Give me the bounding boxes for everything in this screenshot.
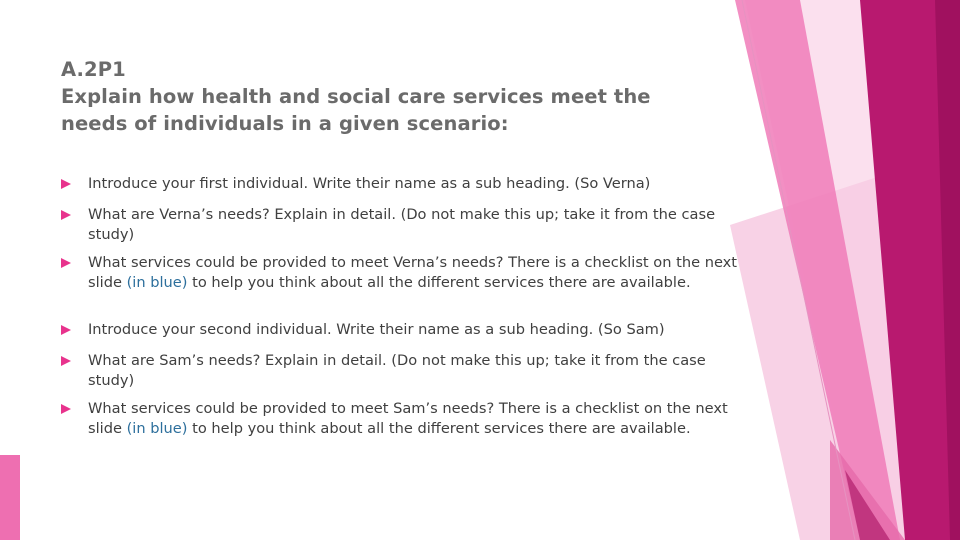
left-accent-bar [0,455,20,540]
bullet-text-part: to help you think about all the different services there are available. [187,273,691,291]
bullet-text: What are Sam’s needs? Explain in detail. (Do not make this up; take it from the case study) [88,352,706,389]
bullet-arrow-icon [61,325,71,335]
title-line: needs of individuals in a given scenario: [61,112,509,135]
title-line: A.2P1 [61,58,126,81]
bullet-arrow-icon [61,356,71,366]
bullet-arrow-icon [61,258,71,268]
slide-title [61,56,701,137]
in-blue-highlight: (in blue) [126,419,188,437]
bullet-arrow-icon [61,179,71,189]
bullet-text: Introduce your first individual. Write their name as a sub heading. (So Verna) [88,175,651,192]
bullet-text [88,399,738,438]
bullet-text-part: What services could be provided to meet Sam’s needs? There is a checklist on the next slide [88,400,728,437]
bullet-text: What are Verna’s needs? Explain in detail. (Do not make this up; take it from the case study) [88,206,716,243]
title-line: Explain how health and social care services meet the [61,85,651,108]
bullet-text-part: What services could be provided to meet Verna’s needs? There is a checklist on the next slide [88,254,738,291]
bullet-text-part: to help you think about all the different services there are available. [187,419,691,437]
bullet-arrow-icon [61,404,71,414]
bullet-text: Introduce your second individual. Write their name as a sub heading. (So Sam) [88,321,665,338]
bullet-arrow-icon [61,210,71,220]
in-blue-highlight: (in blue) [126,273,188,291]
bullet-text [88,253,738,292]
